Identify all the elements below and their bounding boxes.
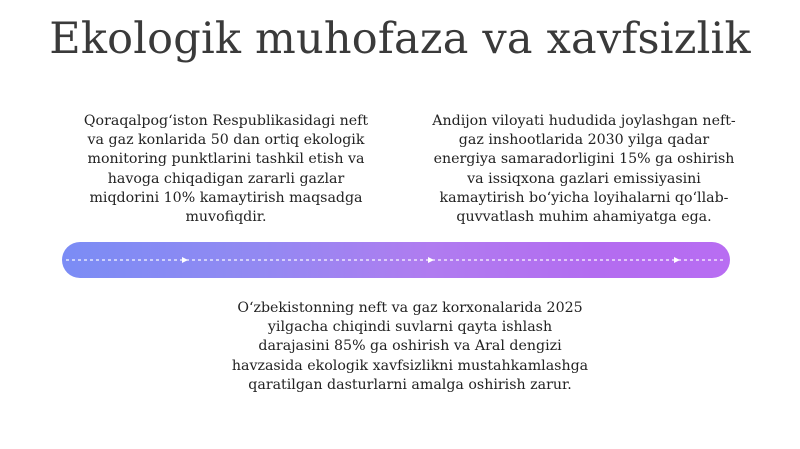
text-line: muvofiqdir.	[185, 209, 267, 226]
text-block-bottom	[225, 299, 595, 395]
text-line: O‘zbekistonning neft va gaz korxonalarida 2025	[237, 300, 583, 316]
text-line: va gaz konlarida 50 dan ortiq ekologik	[87, 132, 365, 149]
text-line: miqdorini 10% kamaytirish maqsadga	[89, 189, 363, 206]
text-line: monitoring punktlarini tashkil etish va	[87, 151, 365, 168]
text-line: qaratilgan dasturlarni amalga oshirish zarur.	[248, 376, 572, 393]
text-line: energiya samaradorligini 15% ga oshirish	[433, 151, 735, 168]
slide-title: Ekologik muhofaza va xavfsizlik	[49, 14, 751, 64]
timeline-bar	[62, 242, 730, 278]
text-line: darajasini 85% ga oshirish va Aral dengizi	[258, 338, 562, 355]
arrow-head-1	[182, 257, 188, 263]
text-line: havzasida ekologik xavfsizlikni mustahkamlashga	[231, 357, 589, 374]
arrow-head-2	[428, 257, 434, 263]
text-block-left	[66, 112, 386, 227]
text-line: Andijon viloyati hududida joylashgan neft-	[432, 113, 736, 129]
text-line: Qoraqalpog‘iston Respublikasidagi neft	[83, 113, 369, 129]
text-line: havoga chiqadigan zararli gazlar	[107, 170, 345, 187]
text-line: kamaytirish bo‘yicha loyihalarni qo‘llab-	[439, 189, 729, 206]
text-line: quvvatlash muhim ahamiyatga ega.	[456, 209, 712, 226]
text-block-right	[420, 112, 748, 227]
arrow-head-3	[674, 257, 680, 263]
text-line: gaz inshootlarida 2030 yilga qadar	[458, 132, 710, 149]
text-line: va issiqxona gazlari emissiyasini	[467, 170, 701, 187]
timeline-arrows	[62, 242, 730, 278]
text-line: yilgacha chiqindi suvlarni qayta ishlash	[267, 319, 553, 336]
